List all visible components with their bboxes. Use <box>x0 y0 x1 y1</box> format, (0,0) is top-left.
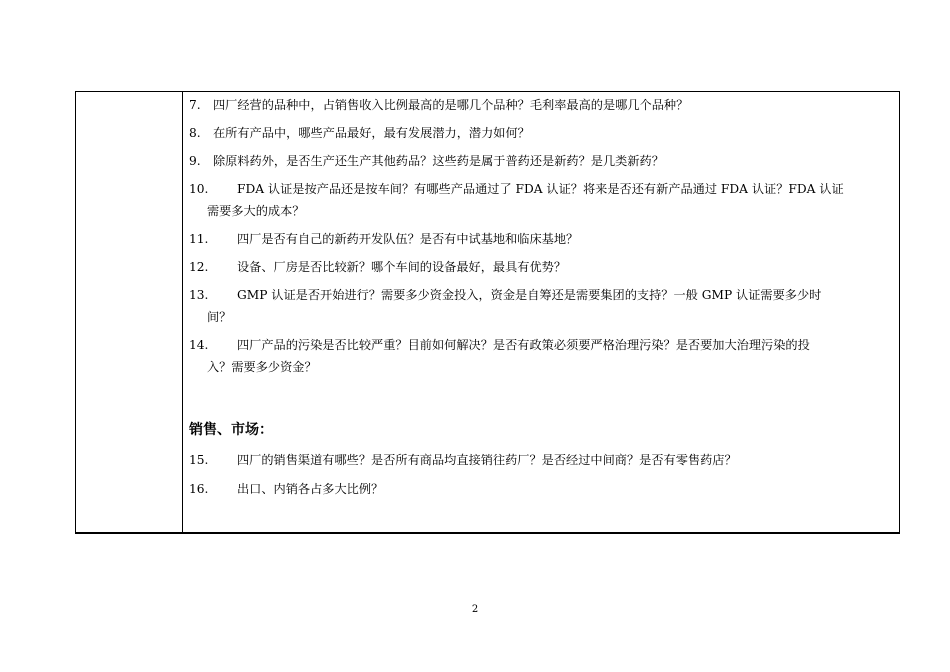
question-text: 四厂经营的品种中，占销售收入比例最高的是哪几个品种？毛利率最高的是哪几个品种？ <box>213 98 689 112</box>
question-item <box>189 478 891 500</box>
question-cell <box>183 92 899 532</box>
question-item <box>189 150 891 172</box>
page-number: 2 <box>471 604 479 615</box>
question-number: 8. <box>189 126 201 140</box>
question-number: 16. <box>189 482 209 496</box>
question-number: 15. <box>189 453 209 467</box>
question-item <box>189 122 891 144</box>
question-number: 12. <box>189 260 209 274</box>
question-text: 出口、内销各占多大比例？ <box>237 482 384 496</box>
question-text: 四厂的销售渠道有哪些？是否所有商品均直接销往药厂？是否经过中间商？是否有零售药店？ <box>237 453 737 467</box>
question-number: 9. <box>189 154 201 168</box>
section-heading: 销售、市场： <box>189 422 273 438</box>
question-text-continuation: 需要多大的成本？ <box>207 204 305 218</box>
question-text: 四厂是否有自己的新药开发队伍？是否有中试基地和临床基地？ <box>237 232 579 246</box>
question-item <box>189 94 891 116</box>
question-number: 11. <box>189 232 209 246</box>
question-number: 14. <box>189 338 209 352</box>
question-text: 在所有产品中，哪些产品最好，最有发展潜力，潜力如何？ <box>213 126 530 140</box>
document-table <box>75 91 900 534</box>
question-text: 除原料药外，是否生产还生产其他药品？这些药是属于普药还是新药？是几类新药？ <box>213 154 664 168</box>
question-item <box>189 228 891 250</box>
question-text-continuation: 入？需要多少资金？ <box>207 360 317 374</box>
question-number: 13. <box>189 288 209 302</box>
question-item <box>189 334 891 378</box>
question-text-continuation: 间？ <box>207 310 232 324</box>
question-item <box>189 178 891 222</box>
question-item <box>189 256 891 278</box>
question-number: 10. <box>189 182 209 196</box>
question-item <box>189 284 891 328</box>
question-number: 7. <box>189 98 201 112</box>
question-text: 设备、厂房是否比较新？哪个车间的设备最好，最具有优势？ <box>237 260 567 274</box>
question-item <box>189 449 891 471</box>
question-text: FDA 认证是按产品还是按车间？有哪些产品通过了 FDA 认证？将来是否还有新产品通过 FDA 认证？FDA 认证 <box>237 182 844 196</box>
question-text: GMP 认证是否开始进行？需要多少资金投入，资金是自筹还是需要集团的支持？一般 GMP 认证需要多少时 <box>237 288 822 302</box>
question-text: 四厂产品的污染是否比较严重？目前如何解决？是否有政策必须要严格治理污染？是否要加大治理污染的投 <box>237 338 810 352</box>
